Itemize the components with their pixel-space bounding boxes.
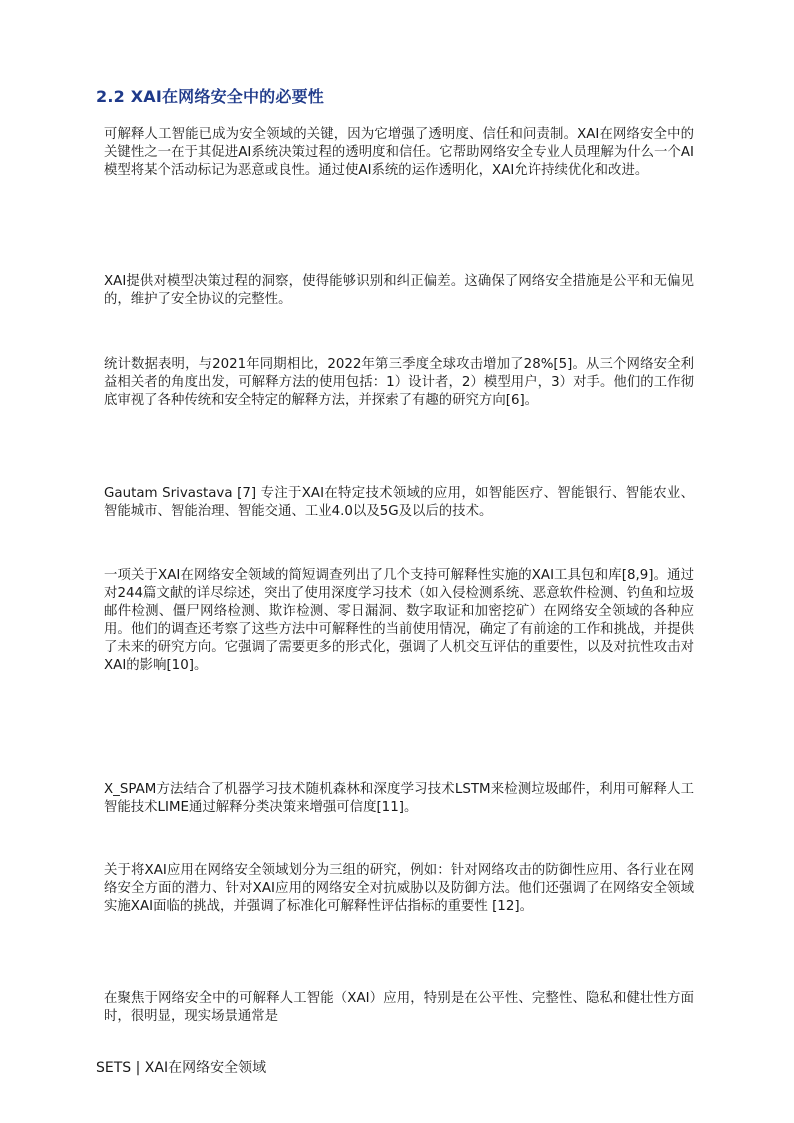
paragraph-8: 在聚焦于网络安全中的可解释人工智能（XAI）应用，特别是在公平性、完整性、隐私和健壮性方面时，很明显，现实场景通常是 bbox=[104, 991, 694, 1024]
paragraph-2: XAI提供对模型决策过程的洞察，使得能够识别和纠正偏差。这确保了网络安全措施是公平和无偏见的，维护了安全协议的完整性。 bbox=[104, 274, 694, 307]
paragraph-7: 关于将XAI应用在网络安全领域划分为三组的研究，例如：针对网络攻击的防御性应用、各行业在网络安全方面的潜力、针对XAI应用的网络安全对抗威胁以及防御方法。他们还强调了在网络安全领域实施XAI面临的挑战，并强调了标准化可解释性评估指标的重要性 [12]。 bbox=[104, 863, 694, 914]
page-footer: SETS | XAI在网络安全领域 bbox=[96, 1060, 267, 1076]
section-heading: 2.2 XAI在网络安全中的必要性 bbox=[96, 87, 324, 106]
paragraph-6: X_SPAM方法结合了机器学习技术随机森林和深度学习技术LSTM来检测垃圾邮件，利用可解释人工智能技术LIME通过解释分类决策来增强可信度[11]。 bbox=[104, 782, 694, 815]
paragraph-4: Gautam Srivastava [7] 专注于XAI在特定技术领域的应用，如智能医疗、智能银行、智能农业、智能城市、智能治理、智能交通、工业4.0以及5G及以后的技术。 bbox=[104, 486, 694, 519]
paragraph-1: 可解释人工智能已成为安全领域的关键，因为它增强了透明度、信任和问责制。XAI在网络安全中的关键性之一在于其促进AI系统决策过程的透明度和信任。它帮助网络安全专业人员理解为什么一个AI模型将某个活动标记为恶意或良性。通过使AI系统的运作透明化，XAI允许持续优化和改进。 bbox=[104, 127, 694, 178]
paragraph-5: 一项关于XAI在网络安全领域的简短调查列出了几个支持可解释性实施的XAI工具包和库[8,9]。通过对244篇文献的详尽综述，突出了使用深度学习技术（如入侵检测系统、恶意软件检测、钓鱼和垃圾邮件检测、僵尸网络检测、欺诈检测、零日漏洞、数字取证和加密挖矿）在网络安全领域的各种应用。他们的调查还考察了这些方法中可解释性的当前使用情况，确定了有前途的工作和挑战，并提供了未来的研究方向。它强调了需要更多的形式化，强调了人机交互评估的重要性，以及对抗性攻击对XAI的影响[10]。 bbox=[104, 568, 694, 673]
paragraph-3: 统计数据表明，与2021年同期相比，2022年第三季度全球攻击增加了28%[5]。从三个网络安全利益相关者的角度出发，可解释方法的使用包括：1）设计者，2）模型用户，3）对手。他们的工作彻底审视了各种传统和安全特定的解释方法，并探索了有趣的研究方向[6]。 bbox=[104, 357, 694, 408]
